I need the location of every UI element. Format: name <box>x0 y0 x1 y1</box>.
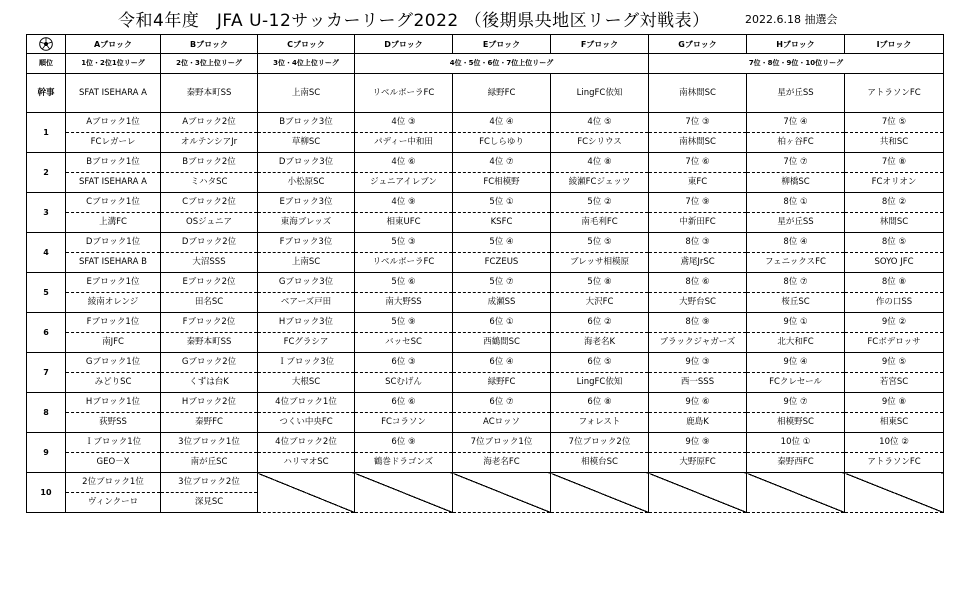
team-cell: 大沼SSS <box>161 253 258 273</box>
team-cell: ハリマオSC <box>258 453 355 473</box>
team-cell: 相模野SC <box>747 413 845 433</box>
draw-date: 2022.6.18 抽選会 <box>745 13 838 26</box>
slot-cell: Bブロック1位 <box>66 153 161 173</box>
team-cell: 桜丘SC <box>747 293 845 313</box>
team-cell: FCZEUS <box>453 253 551 273</box>
team-cell: 相東SC <box>845 413 944 433</box>
table-row <box>27 333 944 353</box>
table-row <box>27 153 944 173</box>
row-number: 1 <box>27 113 66 153</box>
team-cell: FCオリオン <box>845 173 944 193</box>
team-cell: バッセSC <box>355 333 453 353</box>
team-cell: 南が丘SC <box>161 453 258 473</box>
block-d-header: Dブロック <box>355 35 453 54</box>
slot-cell: 9位 ⑦ <box>747 393 845 413</box>
slot-cell: 8位 ⑤ <box>845 233 944 253</box>
kanji-cell: 南林間SC <box>649 74 747 113</box>
team-cell: ジュニアイレブン <box>355 173 453 193</box>
empty-slashed-cell <box>258 473 355 513</box>
slot-cell: 5位 ④ <box>453 233 551 253</box>
kanji-cell: 上南SC <box>258 74 355 113</box>
slot-cell: 5位 ① <box>453 193 551 213</box>
slot-cell: 5位 ⑦ <box>453 273 551 293</box>
slot-cell: Gブロック2位 <box>161 353 258 373</box>
slot-cell: 8位 ② <box>845 193 944 213</box>
slot-cell: 8位 ⑥ <box>649 273 747 293</box>
team-cell: 大沢FC <box>551 293 649 313</box>
row-number: 10 <box>27 473 66 513</box>
slot-cell: 4位 ⑥ <box>355 153 453 173</box>
slot-cell: 8位 ① <box>747 193 845 213</box>
team-cell: LingFC依知 <box>551 373 649 393</box>
table-row <box>27 253 944 273</box>
kanji-cell: アトラソンFC <box>845 74 944 113</box>
team-cell: 大野台SC <box>649 293 747 313</box>
team-cell: 南大野SS <box>355 293 453 313</box>
team-cell: 南JFC <box>66 333 161 353</box>
slot-cell: 6位 ⑥ <box>355 393 453 413</box>
table-row <box>27 313 944 333</box>
kanji-cell: SFAT ISEHARA A <box>66 74 161 113</box>
table-row <box>27 113 944 133</box>
team-cell: FCグラシア <box>258 333 355 353</box>
slot-cell: 7位ブロック1位 <box>453 433 551 453</box>
team-cell: 草柳SC <box>258 133 355 153</box>
empty-slashed-cell <box>551 473 649 513</box>
team-cell: オルテンシアJr <box>161 133 258 153</box>
kanji-row <box>27 74 944 113</box>
slot-cell: 4位 ③ <box>355 113 453 133</box>
team-cell: 柏ヶ谷FC <box>747 133 845 153</box>
slot-cell: 8位 ④ <box>747 233 845 253</box>
block-i-header: Iブロック <box>845 35 944 54</box>
slot-cell: 7位 ⑦ <box>747 153 845 173</box>
slot-cell: 6位 ⑨ <box>355 433 453 453</box>
team-cell: FCボデロッサ <box>845 333 944 353</box>
slot-cell: Dブロック2位 <box>161 233 258 253</box>
slot-cell: 6位 ⑤ <box>551 353 649 373</box>
kanji-cell: リベルボーラFC <box>355 74 453 113</box>
row-number: 2 <box>27 153 66 193</box>
table-row <box>27 373 944 393</box>
team-cell: ミハタSC <box>161 173 258 193</box>
team-cell: 上溝FC <box>66 213 161 233</box>
slot-cell: 5位 ⑧ <box>551 273 649 293</box>
schedule-table <box>26 34 944 513</box>
team-cell: FCコラソン <box>355 413 453 433</box>
slot-cell: 8位 ⑧ <box>845 273 944 293</box>
slot-cell: 8位 ③ <box>649 233 747 253</box>
team-cell: FCシリウス <box>551 133 649 153</box>
team-cell: FCレガーレ <box>66 133 161 153</box>
team-cell: ベアーズ戸田 <box>258 293 355 313</box>
team-cell: 林間SC <box>845 213 944 233</box>
team-cell: フェニックスFC <box>747 253 845 273</box>
row-number: 5 <box>27 273 66 313</box>
slot-cell: 3位ブロック1位 <box>161 433 258 453</box>
team-cell: 鳶尾JrSC <box>649 253 747 273</box>
team-cell: アトラソンFC <box>845 453 944 473</box>
team-cell: リベルボーラFC <box>355 253 453 273</box>
soccer-ball-icon <box>27 35 66 54</box>
table-row <box>27 213 944 233</box>
slot-cell: Bブロック2位 <box>161 153 258 173</box>
team-cell: 南毛利FC <box>551 213 649 233</box>
slot-cell: 9位 ② <box>845 313 944 333</box>
team-cell: ブレッサ相模原 <box>551 253 649 273</box>
slot-cell: Fブロック3位 <box>258 233 355 253</box>
table-row <box>27 133 944 153</box>
slot-cell: 6位 ⑧ <box>551 393 649 413</box>
team-cell: パディー中和田 <box>355 133 453 153</box>
team-cell: 星が丘SS <box>747 213 845 233</box>
slot-cell: Hブロック3位 <box>258 313 355 333</box>
slot-cell: 4位 ④ <box>453 113 551 133</box>
row-number: 8 <box>27 393 66 433</box>
team-cell: KSFC <box>453 213 551 233</box>
block-c-header: Cブロック <box>258 35 355 54</box>
page-header <box>0 0 960 34</box>
rank-label: 順位 <box>27 54 66 74</box>
slot-cell: 6位 ② <box>551 313 649 333</box>
slot-cell: Fブロック2位 <box>161 313 258 333</box>
slot-cell: 7位ブロック2位 <box>551 433 649 453</box>
team-cell: 作の口SS <box>845 293 944 313</box>
team-cell: FCクレセール <box>747 373 845 393</box>
slot-cell: 10位 ② <box>845 433 944 453</box>
slot-cell: 10位 ① <box>747 433 845 453</box>
team-cell: くずは台K <box>161 373 258 393</box>
team-cell: 西鶴間SC <box>453 333 551 353</box>
slot-cell: 5位 ③ <box>355 233 453 253</box>
page-title: 令和4年度 JFA U-12サッカーリーグ2022 （後期県央地区リーグ対戦表） <box>118 11 710 31</box>
team-cell: 田名SC <box>161 293 258 313</box>
slot-cell: Eブロック2位 <box>161 273 258 293</box>
slot-cell: Gブロック1位 <box>66 353 161 373</box>
slot-cell: 7位 ⑧ <box>845 153 944 173</box>
team-cell: 上南SC <box>258 253 355 273</box>
team-cell: 秦野西FC <box>747 453 845 473</box>
team-cell: 西一SSS <box>649 373 747 393</box>
table-row <box>27 473 944 493</box>
kanji-label: 幹事 <box>27 74 66 113</box>
team-cell: SFAT ISEHARA B <box>66 253 161 273</box>
rank-row <box>27 54 944 74</box>
kanji-cell: 緑野FC <box>453 74 551 113</box>
slot-cell: 5位 ⑥ <box>355 273 453 293</box>
slot-cell: 5位 ② <box>551 193 649 213</box>
slot-cell: 7位 ⑨ <box>649 193 747 213</box>
kanji-cell: 秦野本町SS <box>161 74 258 113</box>
team-cell: 東海ブレッズ <box>258 213 355 233</box>
slot-cell: 7位 ④ <box>747 113 845 133</box>
team-cell: 海老名K <box>551 333 649 353</box>
rank-b: 2位・3位上位リーグ <box>161 54 258 74</box>
block-e-header: Eブロック <box>453 35 551 54</box>
slot-cell: 6位 ④ <box>453 353 551 373</box>
slot-cell: Dブロック3位 <box>258 153 355 173</box>
rank-c: 3位・4位上位リーグ <box>258 54 355 74</box>
block-b-header: Bブロック <box>161 35 258 54</box>
table-row <box>27 453 944 473</box>
block-header-row <box>27 35 944 54</box>
slot-cell: 7位 ③ <box>649 113 747 133</box>
slot-cell: Eブロック1位 <box>66 273 161 293</box>
team-cell: 小松原SC <box>258 173 355 193</box>
slot-cell: 4位ブロック2位 <box>258 433 355 453</box>
team-cell: フォレスト <box>551 413 649 433</box>
team-cell: SCむげん <box>355 373 453 393</box>
team-cell: OSジュニア <box>161 213 258 233</box>
team-cell: 相模台SC <box>551 453 649 473</box>
row-number: 6 <box>27 313 66 353</box>
table-row <box>27 173 944 193</box>
slot-cell: 2位ブロック1位 <box>66 473 161 493</box>
empty-slashed-cell <box>747 473 845 513</box>
slot-cell: 6位 ① <box>453 313 551 333</box>
slot-cell: 3位ブロック2位 <box>161 473 258 493</box>
table-row <box>27 413 944 433</box>
team-cell: 緑野FC <box>453 373 551 393</box>
team-cell: 深見SC <box>161 493 258 513</box>
table-row <box>27 293 944 313</box>
row-number: 4 <box>27 233 66 273</box>
slot-cell: 6位 ③ <box>355 353 453 373</box>
team-cell: 大根SC <box>258 373 355 393</box>
team-cell: みどりSC <box>66 373 161 393</box>
slot-cell: Fブロック1位 <box>66 313 161 333</box>
slot-cell: Ｉブロック1位 <box>66 433 161 453</box>
slot-cell: 9位 ⑤ <box>845 353 944 373</box>
slot-cell: 8位 ⑦ <box>747 273 845 293</box>
slot-cell: Aブロック1位 <box>66 113 161 133</box>
team-cell: 綾瀬FCジェッツ <box>551 173 649 193</box>
slot-cell: 9位 ⑥ <box>649 393 747 413</box>
team-cell: 北大和FC <box>747 333 845 353</box>
slot-cell: 7位 ⑤ <box>845 113 944 133</box>
slot-cell: 4位ブロック1位 <box>258 393 355 413</box>
slot-cell: 7位 ⑥ <box>649 153 747 173</box>
row-number: 9 <box>27 433 66 473</box>
slot-cell: 8位 ⑨ <box>649 313 747 333</box>
table-row <box>27 393 944 413</box>
team-cell: 大野原FC <box>649 453 747 473</box>
kanji-cell: 星が丘SS <box>747 74 845 113</box>
slot-cell: Eブロック3位 <box>258 193 355 213</box>
slot-cell: 5位 ⑤ <box>551 233 649 253</box>
row-number: 3 <box>27 193 66 233</box>
empty-slashed-cell <box>649 473 747 513</box>
slot-cell: 5位 ⑨ <box>355 313 453 333</box>
team-cell: 東FC <box>649 173 747 193</box>
table-row <box>27 273 944 293</box>
table-row <box>27 233 944 253</box>
block-f-header: Fブロック <box>551 35 649 54</box>
team-cell: 成瀬SS <box>453 293 551 313</box>
table-row <box>27 353 944 373</box>
team-cell: 若宮SC <box>845 373 944 393</box>
kanji-cell: LingFC依知 <box>551 74 649 113</box>
team-cell: ヴィンクーロ <box>66 493 161 513</box>
slot-cell: 9位 ④ <box>747 353 845 373</box>
slot-cell: 9位 ③ <box>649 353 747 373</box>
team-cell: 鹿島K <box>649 413 747 433</box>
slot-cell: Gブロック3位 <box>258 273 355 293</box>
slot-cell: 6位 ⑦ <box>453 393 551 413</box>
match-rows <box>27 113 944 473</box>
empty-slashed-cell <box>453 473 551 513</box>
team-cell: 南林間SC <box>649 133 747 153</box>
team-cell: FCしらゆり <box>453 133 551 153</box>
slot-cell: 9位 ⑧ <box>845 393 944 413</box>
team-cell: 海老名FC <box>453 453 551 473</box>
team-cell: 荻野SS <box>66 413 161 433</box>
slot-cell: 9位 ⑨ <box>649 433 747 453</box>
slot-cell: 4位 ⑨ <box>355 193 453 213</box>
slot-cell: 4位 ⑧ <box>551 153 649 173</box>
empty-slashed-cell <box>355 473 453 513</box>
slot-cell: Ｉブロック3位 <box>258 353 355 373</box>
team-cell: ブラックジャガーズ <box>649 333 747 353</box>
team-cell: 相東UFC <box>355 213 453 233</box>
team-cell: 鶴巻ドラゴンズ <box>355 453 453 473</box>
rank-def: 4位・5位・6位・7位上位リーグ <box>355 54 649 74</box>
empty-slashed-cell <box>845 473 944 513</box>
block-h-header: Hブロック <box>747 35 845 54</box>
team-cell: GEO－X <box>66 453 161 473</box>
team-cell: 秦野FC <box>161 413 258 433</box>
team-cell: 柳橋SC <box>747 173 845 193</box>
row-number: 7 <box>27 353 66 393</box>
rank-a: 1位・2位1位リーグ <box>66 54 161 74</box>
team-cell: 共和SC <box>845 133 944 153</box>
slot-cell: Hブロック2位 <box>161 393 258 413</box>
slot-cell: 4位 ⑦ <box>453 153 551 173</box>
team-cell: つくい中央FC <box>258 413 355 433</box>
team-cell: 綾南オレンジ <box>66 293 161 313</box>
block-g-header: Gブロック <box>649 35 747 54</box>
slot-cell: Cブロック1位 <box>66 193 161 213</box>
team-cell: SFAT ISEHARA A <box>66 173 161 193</box>
team-cell: 秦野本町SS <box>161 333 258 353</box>
rank-ghi: 7位・8位・9位・10位リーグ <box>649 54 944 74</box>
slot-cell: Aブロック2位 <box>161 113 258 133</box>
slot-cell: Hブロック1位 <box>66 393 161 413</box>
team-cell: SOYO JFC <box>845 253 944 273</box>
slot-cell: Cブロック2位 <box>161 193 258 213</box>
table-row <box>27 193 944 213</box>
slot-cell: 9位 ① <box>747 313 845 333</box>
table-row <box>27 433 944 453</box>
slot-cell: Bブロック3位 <box>258 113 355 133</box>
team-cell: 中新田FC <box>649 213 747 233</box>
team-cell: ACロッソ <box>453 413 551 433</box>
block-a-header: Aブロック <box>66 35 161 54</box>
row-10-group <box>27 473 944 513</box>
slot-cell: 4位 ⑤ <box>551 113 649 133</box>
team-cell: FC相模野 <box>453 173 551 193</box>
slot-cell: Dブロック1位 <box>66 233 161 253</box>
